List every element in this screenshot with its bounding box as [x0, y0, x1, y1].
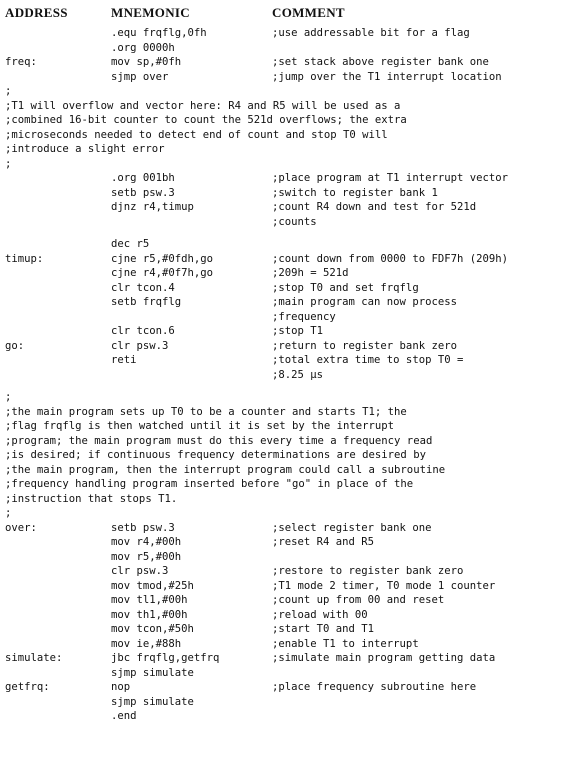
block-comment-text: ;microseconds needed to detect end of count and stop T0 will: [5, 128, 388, 141]
code-line: [0, 637, 585, 652]
block-comment-text: ;: [5, 85, 12, 97]
mnemonic-text: mov ie,#88h: [111, 637, 182, 650]
comment-line: [0, 448, 585, 463]
block-comment-text: ;the main program, then the interrupt program could call a subroutine: [5, 463, 446, 476]
comment-line: [0, 128, 585, 143]
mnemonic-text: sjmp over: [111, 70, 169, 83]
comment-text: ;restore to register bank zero: [272, 565, 464, 577]
comment-text: ;209h = 521d: [272, 267, 349, 279]
comment-text: ;count up from 00 and reset: [272, 594, 445, 606]
comment-line: [0, 99, 585, 114]
code-line: [0, 535, 585, 550]
comment-text: ;8.25 µs: [272, 368, 324, 381]
line-spacer: [0, 382, 585, 390]
code-line: [0, 252, 585, 267]
mnemonic-text: setb frqflg: [111, 296, 182, 308]
comment-column-heading: COMMENT: [272, 5, 345, 20]
comment-text: ;jump over the T1 interrupt location: [272, 70, 502, 83]
address-label: getfrq:: [5, 681, 50, 693]
mnemonic-text: reti: [111, 354, 137, 366]
comment-line: [0, 405, 585, 420]
comment-text: ;select register bank one: [272, 521, 432, 534]
comment-line: [0, 142, 585, 157]
mnemonic-text: dec r5: [111, 238, 150, 250]
comment-text: ;counts: [272, 215, 317, 228]
code-line: [0, 709, 585, 724]
mnemonic-text: .equ frqflg,0fh: [111, 27, 207, 39]
block-comment-text: ;flag frqflg is then watched until it is set by the interrupt: [5, 420, 395, 432]
code-line: [0, 521, 585, 536]
mnemonic-text: clr tcon.6: [111, 325, 175, 337]
mnemonic-text: clr psw.3: [111, 565, 169, 577]
comment-text: ;place frequency subroutine here: [272, 681, 477, 693]
comment-text: ;total extra time to stop T0 =: [272, 354, 464, 366]
code-line: [0, 281, 585, 296]
code-line: [0, 368, 585, 383]
code-line: [0, 41, 585, 56]
code-line: [0, 353, 585, 368]
code-line: [0, 593, 585, 608]
code-line: [0, 200, 585, 215]
comment-text: ;enable T1 to interrupt: [272, 637, 419, 650]
comment-line: [0, 492, 585, 507]
block-comment-text: ;the main program sets up T0 to be a counter and starts T1; the: [5, 405, 407, 418]
comment-text: ;T1 mode 2 timer, T0 mode 1 counter: [272, 579, 496, 592]
column-header: [0, 5, 585, 21]
block-comment-text: ;instruction that stops T1.: [5, 492, 178, 505]
code-line: [0, 695, 585, 710]
comment-line: [0, 477, 585, 492]
mnemonic-column-heading: MNEMONIC: [111, 5, 190, 20]
comment-text: ;reset R4 and R5: [272, 536, 375, 548]
code-line: [0, 295, 585, 310]
code-line: [0, 339, 585, 354]
comment-line: [0, 434, 585, 449]
address-column-heading: ADDRESS: [5, 5, 68, 20]
block-comment-text: ;combined 16-bit counter to count the 521d overflows; the extra: [5, 114, 407, 126]
comment-text: ;set stack above register bank one: [272, 56, 489, 68]
line-spacer: [0, 229, 585, 237]
code-line: [0, 215, 585, 230]
comment-line: [0, 113, 585, 128]
code-line: [0, 564, 585, 579]
comment-text: ;stop T1: [272, 325, 324, 337]
comment-text: ;use addressable bit for a flag: [272, 27, 470, 39]
comment-line: [0, 390, 585, 405]
code-line: [0, 26, 585, 41]
mnemonic-text: cjne r5,#0fdh,go: [111, 252, 214, 265]
mnemonic-text: sjmp simulate: [111, 666, 194, 679]
block-comment-text: ;: [5, 157, 12, 170]
comment-line: [0, 419, 585, 434]
mnemonic-text: setb psw.3: [111, 521, 175, 534]
block-comment-text: ;: [5, 507, 12, 519]
comment-text: ;return to register bank zero: [272, 339, 457, 352]
address-label: freq:: [5, 56, 37, 68]
comment-text: ;reload with 00: [272, 608, 368, 621]
mnemonic-text: clr tcon.4: [111, 281, 175, 294]
code-line: [0, 680, 585, 695]
code-line: [0, 651, 585, 666]
code-line: [0, 237, 585, 252]
mnemonic-text: sjmp simulate: [111, 695, 194, 708]
comment-line: [0, 84, 585, 99]
block-comment-text: ;: [5, 391, 12, 403]
code-line: [0, 666, 585, 681]
comment-line: [0, 463, 585, 478]
mnemonic-text: mov tmod,#25h: [111, 579, 194, 592]
mnemonic-text: mov r5,#00h: [111, 550, 182, 563]
code-listing: [0, 26, 585, 724]
comment-text: ;main program can now process: [272, 296, 457, 308]
mnemonic-text: mov r4,#00h: [111, 536, 182, 548]
mnemonic-text: clr psw.3: [111, 339, 169, 352]
mnemonic-text: djnz r4,timup: [111, 201, 194, 213]
mnemonic-text: jbc frqflg,getfrq: [111, 652, 220, 664]
comment-text: ;start T0 and T1: [272, 623, 375, 635]
code-line: [0, 579, 585, 594]
block-comment-text: ;frequency handling program inserted before "go" in place of the: [5, 478, 414, 490]
comment-text: ;simulate main program getting data: [272, 652, 496, 664]
code-line: [0, 186, 585, 201]
comment-text: ;count R4 down and test for 521d: [272, 201, 477, 213]
mnemonic-text: .org 0000h: [111, 41, 175, 54]
block-comment-text: ;program; the main program must do this every time a frequency read: [5, 434, 433, 447]
code-line: [0, 70, 585, 85]
address-label: timup:: [5, 252, 44, 265]
code-line: [0, 550, 585, 565]
mnemonic-text: nop: [111, 681, 131, 693]
mnemonic-text: .end: [111, 710, 137, 722]
code-line: [0, 622, 585, 637]
block-comment-text: ;is desired; if continuous frequency determinations are desired by: [5, 449, 426, 461]
comment-line: [0, 157, 585, 172]
mnemonic-text: setb psw.3: [111, 186, 175, 199]
code-line: [0, 608, 585, 623]
block-comment-text: ;T1 will overflow and vector here: R4 and R5 will be used as a: [5, 99, 401, 112]
code-line: [0, 55, 585, 70]
comment-text: ;frequency: [272, 310, 336, 323]
code-line: [0, 266, 585, 281]
address-label: simulate:: [5, 652, 63, 664]
comment-text: ;count down from 0000 to FDF7h (209h): [272, 252, 508, 265]
code-line: [0, 171, 585, 186]
address-label: go:: [5, 339, 25, 352]
code-line: [0, 324, 585, 339]
block-comment-text: ;introduce a slight error: [5, 143, 165, 155]
address-label: over:: [5, 521, 37, 534]
mnemonic-text: mov tcon,#50h: [111, 623, 194, 635]
mnemonic-text: cjne r4,#0f7h,go: [111, 267, 214, 279]
mnemonic-text: .org 001bh: [111, 172, 175, 184]
comment-text: ;switch to register bank 1: [272, 186, 438, 199]
mnemonic-text: mov tl1,#00h: [111, 594, 188, 606]
comment-line: [0, 506, 585, 521]
code-line: [0, 310, 585, 325]
comment-text: ;stop T0 and set frqflg: [272, 281, 419, 294]
mnemonic-text: mov th1,#00h: [111, 608, 188, 621]
comment-text: ;place program at T1 interrupt vector: [272, 172, 508, 184]
mnemonic-text: mov sp,#0fh: [111, 56, 182, 68]
